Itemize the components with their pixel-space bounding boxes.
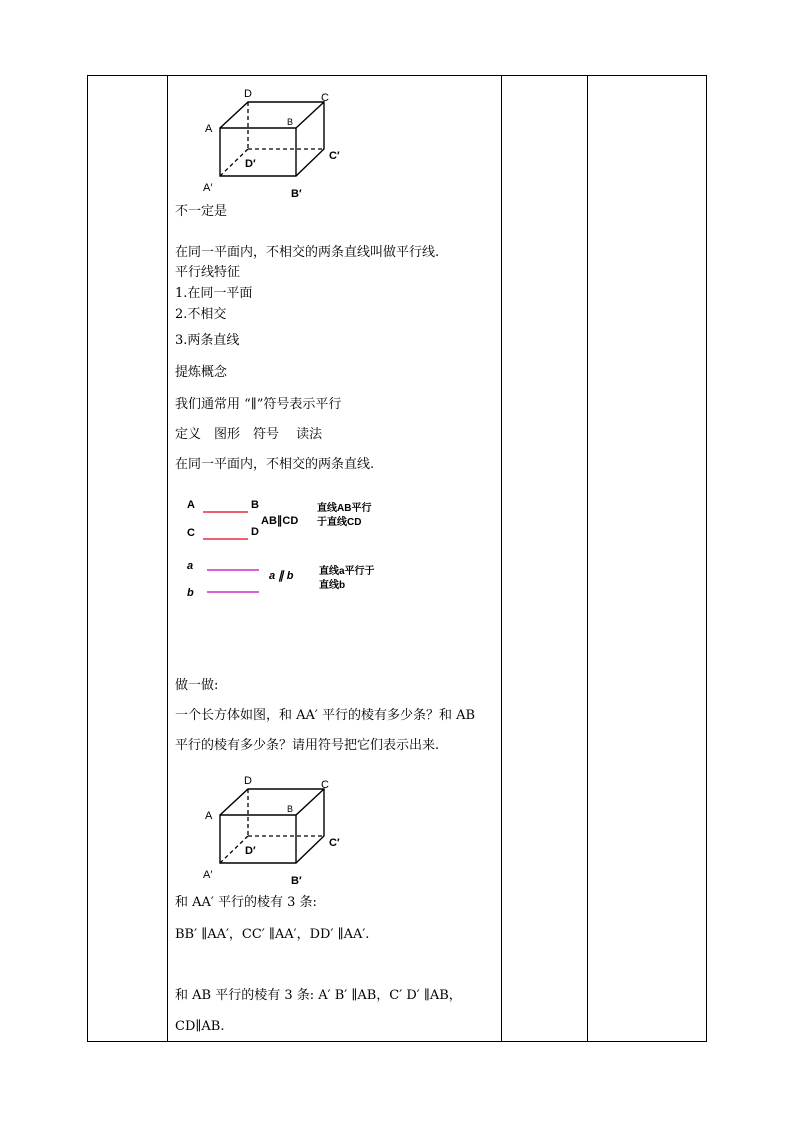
text-line: 一个长方体如图，和 AA′ 平行的棱有多少条？和 AB — [175, 708, 476, 723]
text-line: 和 AA′ 平行的棱有 3 条: — [175, 895, 317, 910]
vertex-label-D: D — [244, 775, 252, 787]
vertex-label-B: B — [287, 117, 294, 127]
symbol-a-b: a ∥ b — [269, 570, 294, 582]
vertex-label-C: C — [321, 779, 329, 791]
vertex-label-C: C — [321, 92, 329, 104]
text-line: 在同一平面内，不相交的两条直线叫做平行线. — [175, 245, 440, 260]
text-line: 平行的棱有多少条？请用符号把它们表示出来. — [175, 738, 440, 753]
point-label-C: C — [187, 527, 195, 539]
text-line: 定义 图形 符号 读法 — [175, 427, 323, 442]
text-line: 平行线特征 — [175, 265, 241, 280]
vertex-label-C1: C′ — [329, 150, 340, 162]
text-line: 提炼概念 — [175, 365, 228, 380]
text-line: 3.两条直线 — [175, 333, 240, 348]
cuboid-figure-1 — [195, 85, 375, 197]
text-line: 在同一平面内，不相交的两条直线. — [175, 457, 375, 472]
reading-a-b-2: 直线b — [319, 580, 346, 591]
vertex-label-B1: B′ — [291, 875, 302, 884]
vertex-label-A: A — [205, 810, 213, 822]
text-line: 和 AB 平行的棱有 3 条: A′ B′ ∥AB，C′ D′ ∥AB， — [175, 988, 462, 1003]
vertex-label-A1: A′ — [203, 182, 213, 194]
vertex-label-A: A — [205, 123, 213, 135]
text-line: 2.不相交 — [175, 307, 227, 322]
point-label-B: B — [251, 499, 259, 511]
point-label-D: D — [251, 526, 259, 538]
point-label-A: A — [187, 499, 195, 511]
text-line: 做一做: — [175, 678, 219, 693]
reading-ab-cd-1: 直线AB平行 — [317, 503, 372, 514]
symbol-ab-cd: AB∥CD — [261, 515, 299, 527]
parallel-lines-figure — [181, 493, 401, 603]
text-line: 不一定是 — [175, 204, 228, 219]
text-line: 我们通常用 “∥”符号表示平行 — [175, 397, 342, 412]
reading-a-b-1: 直线a平行于 — [319, 566, 375, 577]
line-label-a: a — [187, 560, 194, 572]
vertex-label-C1: C′ — [329, 837, 340, 849]
cuboid-figure-2 — [195, 772, 375, 884]
vertex-label-D1: D′ — [245, 845, 256, 857]
line-label-b: b — [187, 587, 194, 599]
vertex-label-D1: D′ — [245, 158, 256, 170]
reading-ab-cd-2: 于直线CD — [317, 517, 362, 528]
vertex-label-D: D — [244, 88, 252, 100]
column-divider — [587, 76, 588, 1041]
column-divider — [501, 76, 502, 1041]
vertex-label-B: B — [287, 804, 294, 814]
text-line: 1.在同一平面 — [175, 286, 253, 301]
text-line: BB′ ∥AA′，CC′ ∥AA′，DD′ ∥AA′. — [175, 927, 370, 942]
vertex-label-B1: B′ — [291, 188, 302, 197]
vertex-label-A1: A′ — [203, 869, 213, 881]
content-cell — [167, 75, 501, 1042]
text-line: CD∥AB. — [175, 1019, 225, 1034]
